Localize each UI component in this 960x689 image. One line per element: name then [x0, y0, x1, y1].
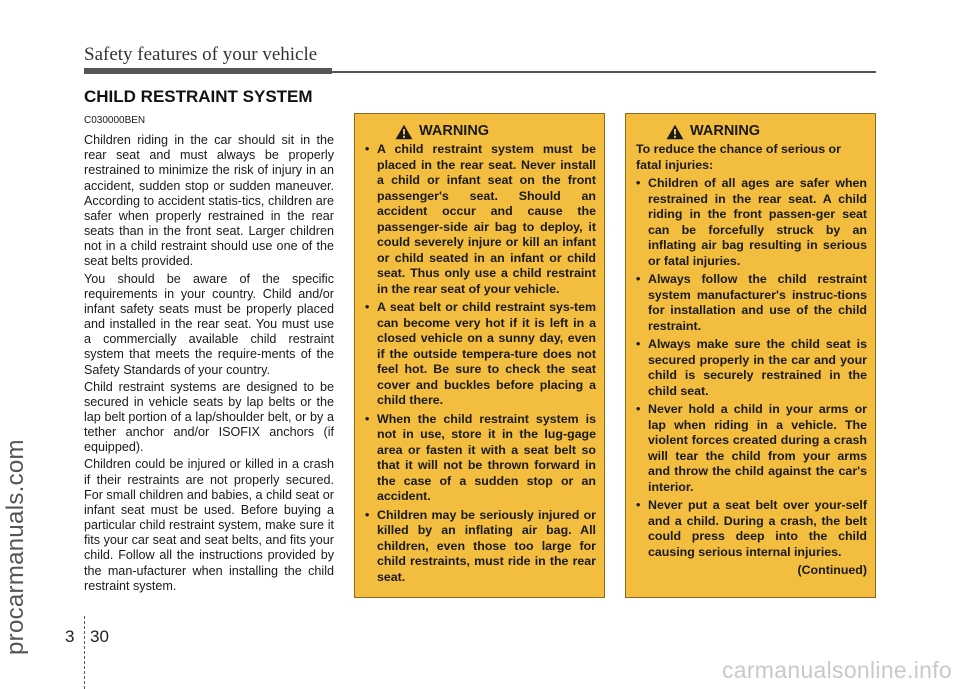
- continued-label: (Continued): [797, 563, 867, 577]
- warning-item: • When the child restraint system is not in use, store it in the lug-gage area or fasten it with a seat belt so that it will not be thrown forward in the case of a sudden stop or an accident.: [365, 412, 596, 505]
- warning-header: [636, 124, 867, 140]
- warning-box-right: [625, 113, 876, 598]
- warning-title: WARNING: [690, 123, 761, 140]
- warning-triangle-icon: [395, 124, 413, 140]
- section-title: CHILD RESTRAINT SYSTEM: [84, 87, 313, 106]
- warning-title: WARNING: [419, 123, 490, 140]
- warning-item: • Always make sure the child seat is secured properly in the car and your child is securely restrained in the child seat.: [636, 337, 867, 399]
- warning-box-left: [354, 113, 605, 598]
- running-header: Safety features of your vehicle: [84, 44, 318, 65]
- warning-item: • A seat belt or child restraint sys-tem can become very hot if it is left in a closed vehicle on a sunny day, even if the outside tempera-ture does not feel hot. Be sure to check the seat cover and buckles before placing a child there.: [365, 300, 596, 409]
- warning-item: • Children may be seriously injured or killed by an inflating air bag. All children, even those too large for child restraints, must ride in the rear seat.: [365, 508, 596, 586]
- warning-triangle-icon: [666, 124, 684, 140]
- bottom-watermark: carmanualsonline.info: [721, 657, 952, 683]
- warning-item: • Never put a seat belt over your-self and a child. During a crash, the belt could press deep into the child causing serious internal injuries.: [636, 498, 867, 560]
- warning-list: [365, 142, 596, 585]
- side-watermark: procarmanuals.com: [2, 439, 29, 655]
- warning-intro: To reduce the chance of serious or fatal injuries:: [636, 142, 841, 172]
- body-paragraph: Children riding in the car should sit in the rear seat and must always be properly restrained to minimize the risk of injury in an accident, sudden stop or sudden maneuver. According to accident statis-tics, children are safer when properly restrained in the rear seats than in the front seat. Larger children not in a child restraint should use one of the seat belts provided.: [84, 133, 334, 269]
- page-number: 30: [90, 627, 109, 646]
- chapter-number: 3: [65, 627, 75, 646]
- warning-item: • Children of all ages are safer when restrained in the rear seat. A child riding in the front passen-ger seat can be forcefully struck by an inflating air bag resulting in serious or fatal injuries.: [636, 176, 867, 269]
- footer-rule: [84, 616, 85, 689]
- warning-list: [636, 176, 867, 560]
- body-column: [84, 113, 334, 596]
- warning-item: • Always follow the child restraint system manufacturer's instruc-tions for installation and use of the child restraint.: [636, 272, 867, 334]
- warning-header: [365, 124, 596, 140]
- body-paragraph: Children could be injured or killed in a crash if their restraints are not properly secured. For small children and babies, a child seat or infant seat must be used. Before buying a particular child restraint system, make sure it fits your car seat and seat belts, and fits your child. Follow all the instructions provided by the man-ufacturer when installing the child restraint system.: [84, 457, 334, 593]
- warning-item: • Never hold a child in your arms or lap when riding in a vehicle. The violent forces created during a crash will tear the child from your arms and throw the child against the car's interior.: [636, 402, 867, 495]
- header-rule: [84, 71, 876, 73]
- body-paragraph: Child restraint systems are designed to be secured in vehicle seats by lap belts or the lap belt portion of a lap/shoulder belt, or by a tether anchor and/or ISOFIX anchors (if equipped).: [84, 379, 334, 455]
- section-code: C030000BEN: [84, 115, 146, 126]
- warning-item: • A child restraint system must be placed in the rear seat. Never install a child or infant seat on the front passenger's seat. Should an accident occur and cause the passenger-side air bag to deploy, it could severely injure or kill an infant or child seated in an infant or child seat. Thus only use a child restraint in the rear seat of your vehicle.: [365, 142, 596, 297]
- body-paragraph: You should be aware of the specific requirements in your country. Child and/or infant safety seats must be properly placed and installed in the rear seat. You must use a commercially available child restraint system that meets the require-ments of the Safety Standards of your country.: [84, 271, 334, 377]
